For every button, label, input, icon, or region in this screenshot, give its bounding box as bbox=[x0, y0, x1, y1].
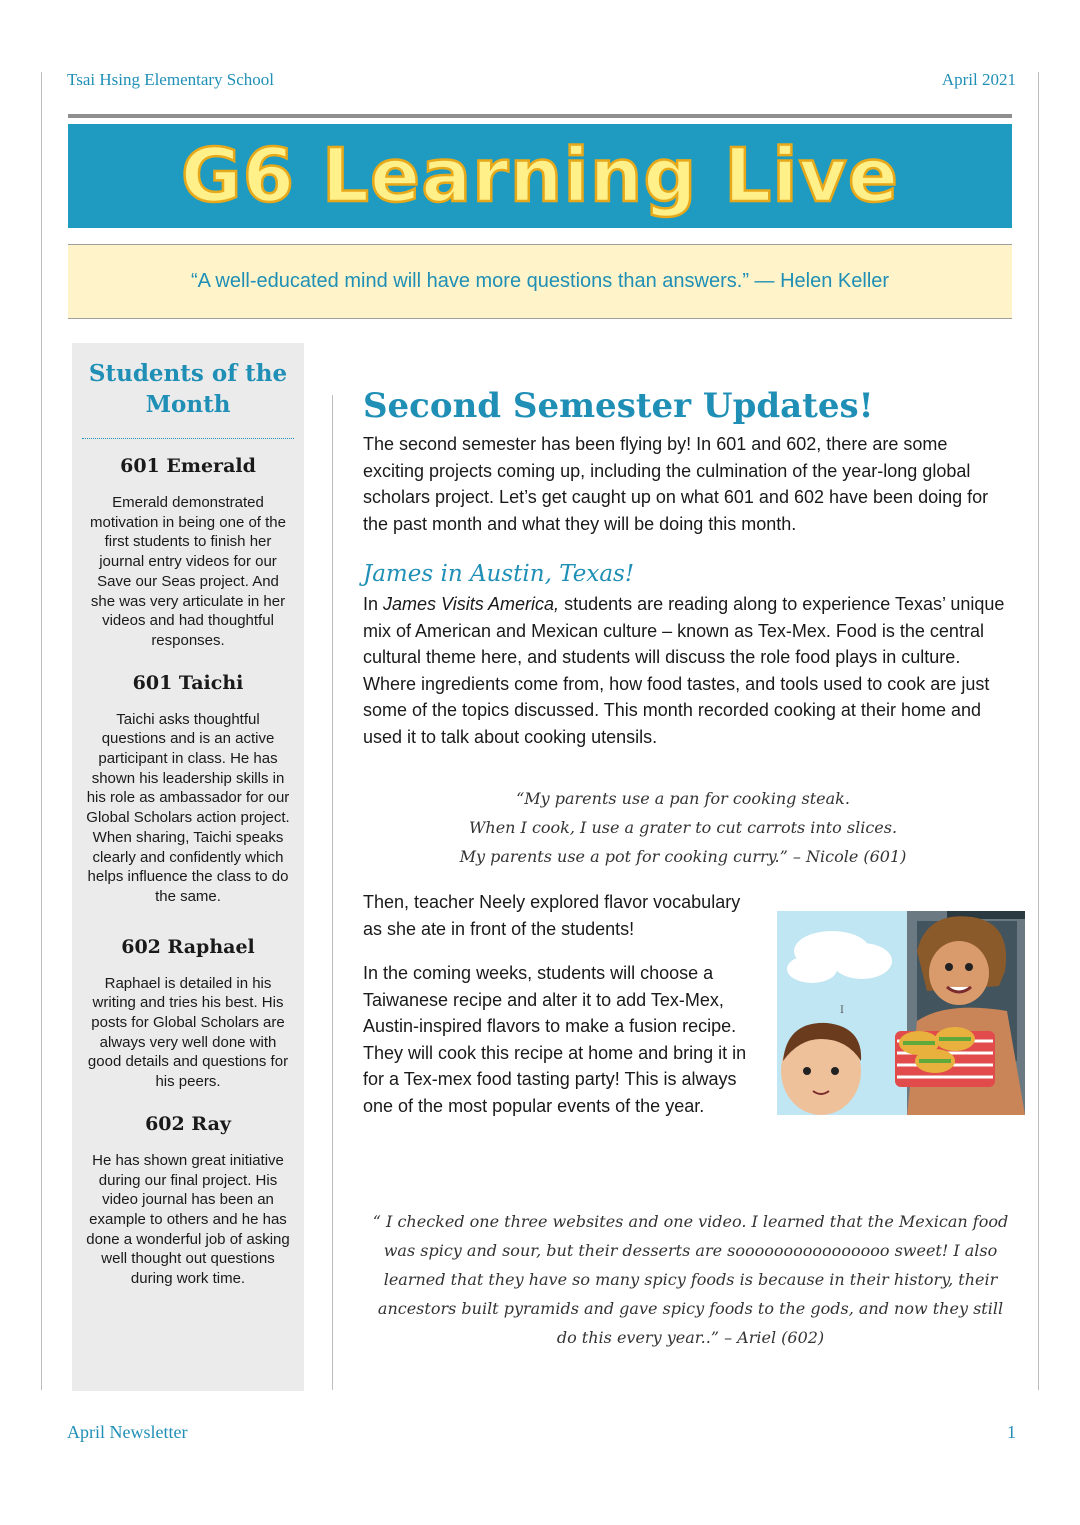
sidebar-divider bbox=[82, 438, 294, 439]
quote-band bbox=[68, 244, 1012, 319]
tex-mex-paragraph bbox=[363, 591, 1018, 750]
school-name: Tsai Hsing Elementary School bbox=[67, 70, 275, 89]
student-card bbox=[72, 671, 304, 907]
student-name: 601 Taichi bbox=[132, 671, 244, 694]
footer-newsletter-label: April Newsletter bbox=[67, 1422, 188, 1442]
ariel-quote: “ I checked one three websites and one video. I learned that the Mexican food was spicy and sour, but their desserts are soooooooooooooooo sweet! I also learned that they have so many spicy foods is because in their history, their ancestors built pyramids and gave spicy foods to the gods, and now they still do this every year..” – Ariel (602) bbox=[372, 1212, 1009, 1347]
quote-line: When I cook, I use a grater to cut carrots into slices. bbox=[468, 818, 898, 837]
student-description: Emerald demonstrated motivation in being one of the first students to finish her journal entry videos for our Save our Seas project. And she was very articulate in her videos and had thoughtful responses. bbox=[90, 494, 286, 649]
page-number: 1 bbox=[1007, 1422, 1016, 1442]
students-of-the-month-sidebar bbox=[72, 343, 304, 1391]
flavor-paragraph: Then, teacher Neely explored flavor vocabulary as she ate in front of the students! bbox=[363, 892, 741, 939]
student-description: He has shown great initiative during our final project. His video journal has been an example to others and he has done a wonderful job of asking well thought out questions during work time. bbox=[86, 1151, 290, 1288]
intro-paragraph: The second semester has been flying by! In 601 and 602, there are some exciting projects coming up, including the culmination of the year-long global scholars project. Let’s get caught up on what 601 and 602 have been doing for the past month and what they will be doing this month. bbox=[363, 434, 989, 534]
nicole-quote bbox=[363, 784, 1003, 871]
student-card bbox=[72, 1112, 304, 1289]
quote-line: “My parents use a pan for cooking steak. bbox=[516, 789, 850, 808]
keller-quote: “A well-educated mind will have more questions than answers.” — Helen Keller bbox=[190, 270, 890, 292]
book-title: James Visits America, bbox=[383, 594, 560, 614]
svg-text:I: I bbox=[840, 1005, 844, 1016]
right-page-border bbox=[1038, 72, 1039, 1390]
student-card bbox=[72, 935, 304, 1092]
column-divider bbox=[332, 395, 333, 1390]
sidebar-title: Students of the Month bbox=[88, 360, 288, 418]
recipe-paragraph: In the coming weeks, students will choose a Taiwanese recipe and alter it to add Tex-Mex, Austin-inspired flavors to make a fusion recipe. They will cook this recipe at home and bring it in for a Tex-mex food tasting party! This is always one of the most popular events of the year. bbox=[363, 963, 747, 1116]
quote-line: My parents use a pot for cooking curry.” – Nicole (601) bbox=[459, 847, 907, 866]
student-name: 602 Ray bbox=[145, 1112, 231, 1135]
student-name: 602 Raphael bbox=[121, 935, 255, 958]
student-description: Raphael is detailed in his writing and tries his best. His posts for Global Scholars are always very well done with good details and questions for his peers. bbox=[87, 974, 289, 1091]
issue-date: April 2021 bbox=[941, 70, 1016, 89]
student-name: 601 Emerald bbox=[120, 455, 256, 477]
taco-cartoon-svg bbox=[777, 911, 1025, 1115]
taco-cartoon-image bbox=[777, 911, 1025, 1115]
paragraph-text: students are reading along to experience Texas’ unique mix of American and Mexican culture – known as Tex-Mex. Food is the central cultural theme here, and students will discuss the role food plays in culture. Where ingredients come from, how food tastes, and tools used to cook are just some of the topics discussed. This month recorded cooking at their home and used it to talk about cooking utensils. bbox=[363, 594, 1005, 747]
paragraph-text: In bbox=[363, 594, 384, 614]
student-card bbox=[72, 454, 304, 651]
header-rule bbox=[68, 114, 1012, 118]
section-heading: James in Austin, Texas! bbox=[363, 561, 635, 587]
student-description: Taichi asks thoughtful questions and is an active participant in class. He has shown his leadership skills in his role as ambassador for our Global Scholars action project. When sharing, Taichi speaks clearly and confidently which helps influence the class to do the same. bbox=[86, 710, 290, 905]
title-banner bbox=[68, 124, 1012, 228]
article-heading: Second Semester Updates! bbox=[363, 386, 874, 426]
left-page-border bbox=[41, 72, 42, 1390]
newsletter-title: G6 Learning Live bbox=[180, 133, 900, 219]
